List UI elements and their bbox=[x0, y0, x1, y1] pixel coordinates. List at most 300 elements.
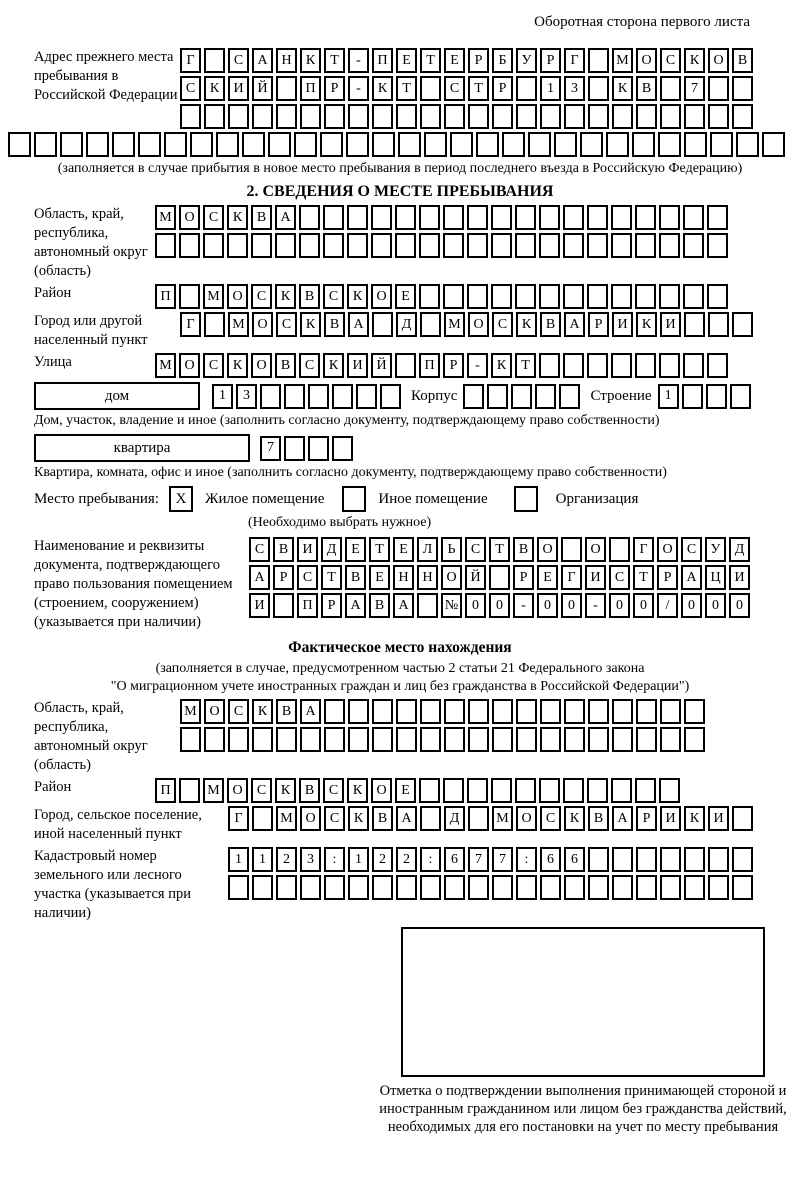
char-cell[interactable] bbox=[683, 284, 704, 309]
char-cell[interactable] bbox=[516, 76, 537, 101]
char-cell[interactable] bbox=[348, 699, 369, 724]
char-cell[interactable] bbox=[332, 436, 353, 461]
char-cell[interactable]: В bbox=[273, 537, 294, 562]
char-cell[interactable] bbox=[444, 104, 465, 129]
char-cell[interactable]: К bbox=[684, 48, 705, 73]
char-cell[interactable] bbox=[660, 727, 681, 752]
char-cell[interactable]: П bbox=[419, 353, 440, 378]
char-cell[interactable] bbox=[588, 76, 609, 101]
char-cell[interactable] bbox=[443, 233, 464, 258]
char-cell[interactable] bbox=[539, 233, 560, 258]
char-cell[interactable] bbox=[563, 284, 584, 309]
char-cell[interactable] bbox=[559, 384, 580, 409]
char-cell[interactable] bbox=[468, 875, 489, 900]
char-cell[interactable] bbox=[276, 875, 297, 900]
char-cell[interactable] bbox=[252, 806, 273, 831]
char-cell[interactable] bbox=[371, 205, 392, 230]
char-cell[interactable] bbox=[468, 727, 489, 752]
char-cell[interactable]: М bbox=[276, 806, 297, 831]
char-cell[interactable] bbox=[395, 353, 416, 378]
char-cell[interactable] bbox=[708, 104, 729, 129]
char-cell[interactable]: Д bbox=[444, 806, 465, 831]
char-cell[interactable] bbox=[539, 205, 560, 230]
char-cell[interactable] bbox=[372, 312, 393, 337]
char-cell[interactable] bbox=[204, 727, 225, 752]
char-cell[interactable]: Л bbox=[417, 537, 438, 562]
char-cell[interactable] bbox=[636, 875, 657, 900]
char-cell[interactable] bbox=[179, 233, 200, 258]
char-cell[interactable]: 3 bbox=[236, 384, 257, 409]
char-cell[interactable] bbox=[730, 384, 751, 409]
char-cell[interactable] bbox=[511, 384, 532, 409]
char-cell[interactable] bbox=[190, 132, 213, 157]
char-cell[interactable]: Й bbox=[371, 353, 392, 378]
char-cell[interactable]: В bbox=[636, 76, 657, 101]
char-cell[interactable]: К bbox=[275, 778, 296, 803]
char-cell[interactable]: И bbox=[612, 312, 633, 337]
char-cell[interactable] bbox=[587, 233, 608, 258]
char-cell[interactable]: В bbox=[732, 48, 753, 73]
char-cell[interactable] bbox=[323, 205, 344, 230]
char-cell[interactable]: С bbox=[297, 565, 318, 590]
char-cell[interactable]: А bbox=[396, 806, 417, 831]
char-cell[interactable]: - bbox=[348, 48, 369, 73]
char-cell[interactable] bbox=[540, 727, 561, 752]
char-cell[interactable]: С bbox=[228, 48, 249, 73]
char-cell[interactable] bbox=[251, 233, 272, 258]
char-cell[interactable]: И bbox=[660, 806, 681, 831]
char-cell[interactable]: Е bbox=[444, 48, 465, 73]
char-cell[interactable]: 0 bbox=[633, 593, 654, 618]
char-cell[interactable] bbox=[515, 233, 536, 258]
char-cell[interactable]: Р bbox=[588, 312, 609, 337]
char-cell[interactable]: О bbox=[251, 353, 272, 378]
char-cell[interactable] bbox=[487, 384, 508, 409]
char-cell[interactable] bbox=[502, 132, 525, 157]
char-cell[interactable] bbox=[539, 778, 560, 803]
char-cell[interactable] bbox=[204, 48, 225, 73]
char-cell[interactable] bbox=[204, 104, 225, 129]
char-cell[interactable]: : bbox=[324, 847, 345, 872]
char-cell[interactable]: Й bbox=[465, 565, 486, 590]
char-cell[interactable] bbox=[180, 727, 201, 752]
char-cell[interactable] bbox=[588, 104, 609, 129]
char-cell[interactable]: О bbox=[441, 565, 462, 590]
char-cell[interactable]: А bbox=[252, 48, 273, 73]
char-cell[interactable]: И bbox=[708, 806, 729, 831]
char-cell[interactable]: Т bbox=[321, 565, 342, 590]
char-cell[interactable] bbox=[561, 537, 582, 562]
char-cell[interactable] bbox=[332, 384, 353, 409]
char-cell[interactable]: В bbox=[251, 205, 272, 230]
char-cell[interactable] bbox=[612, 847, 633, 872]
char-cell[interactable] bbox=[683, 205, 704, 230]
char-cell[interactable]: С bbox=[299, 353, 320, 378]
char-cell[interactable]: Б bbox=[492, 48, 513, 73]
char-cell[interactable] bbox=[299, 205, 320, 230]
char-cell[interactable] bbox=[324, 875, 345, 900]
char-cell[interactable] bbox=[420, 875, 441, 900]
char-cell[interactable] bbox=[516, 875, 537, 900]
char-cell[interactable]: : bbox=[516, 847, 537, 872]
char-cell[interactable]: А bbox=[564, 312, 585, 337]
char-cell[interactable]: С bbox=[609, 565, 630, 590]
char-cell[interactable]: С bbox=[276, 312, 297, 337]
char-cell[interactable]: Р bbox=[492, 76, 513, 101]
char-cell[interactable] bbox=[398, 132, 421, 157]
char-cell[interactable]: С bbox=[681, 537, 702, 562]
char-cell[interactable] bbox=[635, 233, 656, 258]
char-cell[interactable]: Н bbox=[276, 48, 297, 73]
char-cell[interactable]: И bbox=[660, 312, 681, 337]
char-cell[interactable] bbox=[587, 353, 608, 378]
char-cell[interactable]: И bbox=[585, 565, 606, 590]
char-cell[interactable] bbox=[227, 233, 248, 258]
char-cell[interactable] bbox=[86, 132, 109, 157]
char-cell[interactable] bbox=[463, 384, 484, 409]
char-cell[interactable] bbox=[683, 353, 704, 378]
char-cell[interactable] bbox=[660, 104, 681, 129]
char-cell[interactable] bbox=[612, 104, 633, 129]
char-cell[interactable]: С bbox=[323, 778, 344, 803]
char-cell[interactable] bbox=[395, 205, 416, 230]
char-cell[interactable] bbox=[320, 132, 343, 157]
char-cell[interactable] bbox=[636, 699, 657, 724]
char-cell[interactable] bbox=[708, 76, 729, 101]
char-cell[interactable]: Ь bbox=[441, 537, 462, 562]
char-cell[interactable] bbox=[660, 76, 681, 101]
char-cell[interactable] bbox=[356, 384, 377, 409]
char-cell[interactable]: П bbox=[155, 778, 176, 803]
char-cell[interactable]: И bbox=[297, 537, 318, 562]
char-cell[interactable]: М bbox=[444, 312, 465, 337]
char-cell[interactable] bbox=[491, 284, 512, 309]
char-cell[interactable]: Т bbox=[515, 353, 536, 378]
char-cell[interactable]: 6 bbox=[564, 847, 585, 872]
char-cell[interactable] bbox=[683, 233, 704, 258]
char-cell[interactable]: Т bbox=[324, 48, 345, 73]
char-cell[interactable] bbox=[284, 384, 305, 409]
char-cell[interactable] bbox=[580, 132, 603, 157]
char-cell[interactable]: С bbox=[228, 699, 249, 724]
char-cell[interactable] bbox=[540, 699, 561, 724]
char-cell[interactable]: К bbox=[252, 699, 273, 724]
char-cell[interactable]: Г bbox=[228, 806, 249, 831]
char-cell[interactable] bbox=[284, 436, 305, 461]
char-cell[interactable] bbox=[564, 699, 585, 724]
char-cell[interactable] bbox=[660, 875, 681, 900]
char-cell[interactable] bbox=[347, 233, 368, 258]
char-cell[interactable] bbox=[588, 875, 609, 900]
char-cell[interactable]: К bbox=[516, 312, 537, 337]
char-cell[interactable] bbox=[420, 727, 441, 752]
char-cell[interactable]: С bbox=[660, 48, 681, 73]
char-cell[interactable] bbox=[444, 875, 465, 900]
char-cell[interactable] bbox=[539, 284, 560, 309]
char-cell[interactable]: Р bbox=[636, 806, 657, 831]
char-cell[interactable]: С bbox=[465, 537, 486, 562]
char-cell[interactable] bbox=[635, 284, 656, 309]
char-cell[interactable] bbox=[467, 205, 488, 230]
char-cell[interactable] bbox=[516, 104, 537, 129]
char-cell[interactable]: С bbox=[251, 778, 272, 803]
char-cell[interactable] bbox=[491, 233, 512, 258]
char-cell[interactable] bbox=[707, 353, 728, 378]
char-cell[interactable] bbox=[204, 312, 225, 337]
char-cell[interactable] bbox=[660, 699, 681, 724]
char-cell[interactable] bbox=[612, 875, 633, 900]
char-cell[interactable]: А bbox=[345, 593, 366, 618]
char-cell[interactable] bbox=[540, 104, 561, 129]
char-cell[interactable] bbox=[588, 847, 609, 872]
char-cell[interactable]: К bbox=[347, 778, 368, 803]
char-cell[interactable] bbox=[682, 384, 703, 409]
char-cell[interactable]: Г bbox=[561, 565, 582, 590]
char-cell[interactable]: 0 bbox=[681, 593, 702, 618]
char-cell[interactable]: А bbox=[300, 699, 321, 724]
char-cell[interactable]: Е bbox=[369, 565, 390, 590]
char-cell[interactable]: Р bbox=[273, 565, 294, 590]
char-cell[interactable] bbox=[228, 875, 249, 900]
char-cell[interactable] bbox=[732, 104, 753, 129]
char-cell[interactable] bbox=[380, 384, 401, 409]
char-cell[interactable]: Е bbox=[393, 537, 414, 562]
char-cell[interactable] bbox=[708, 312, 729, 337]
char-cell[interactable]: 0 bbox=[729, 593, 750, 618]
char-cell[interactable]: 6 bbox=[540, 847, 561, 872]
char-cell[interactable]: Е bbox=[395, 778, 416, 803]
char-cell[interactable] bbox=[179, 284, 200, 309]
char-cell[interactable]: С bbox=[323, 284, 344, 309]
char-cell[interactable] bbox=[732, 312, 753, 337]
char-cell[interactable] bbox=[684, 727, 705, 752]
char-cell[interactable]: 0 bbox=[537, 593, 558, 618]
char-cell[interactable] bbox=[252, 727, 273, 752]
char-cell[interactable] bbox=[252, 104, 273, 129]
char-cell[interactable] bbox=[635, 205, 656, 230]
char-cell[interactable] bbox=[324, 699, 345, 724]
char-cell[interactable]: М bbox=[155, 353, 176, 378]
char-cell[interactable] bbox=[203, 233, 224, 258]
char-cell[interactable] bbox=[467, 284, 488, 309]
char-cell[interactable] bbox=[268, 132, 291, 157]
char-cell[interactable] bbox=[396, 875, 417, 900]
char-cell[interactable]: Г bbox=[564, 48, 585, 73]
char-cell[interactable]: Р bbox=[443, 353, 464, 378]
char-cell[interactable] bbox=[588, 48, 609, 73]
char-cell[interactable] bbox=[420, 312, 441, 337]
char-cell[interactable] bbox=[324, 104, 345, 129]
char-cell[interactable]: М bbox=[203, 778, 224, 803]
char-cell[interactable]: В bbox=[372, 806, 393, 831]
char-cell[interactable]: В bbox=[513, 537, 534, 562]
char-cell[interactable]: О bbox=[657, 537, 678, 562]
char-cell[interactable]: И bbox=[228, 76, 249, 101]
char-cell[interactable] bbox=[707, 205, 728, 230]
char-cell[interactable]: 1 bbox=[348, 847, 369, 872]
char-cell[interactable]: П bbox=[372, 48, 393, 73]
char-cell[interactable]: О bbox=[179, 205, 200, 230]
char-cell[interactable] bbox=[420, 76, 441, 101]
char-cell[interactable]: К bbox=[300, 48, 321, 73]
char-cell[interactable]: 3 bbox=[300, 847, 321, 872]
char-cell[interactable] bbox=[299, 233, 320, 258]
char-cell[interactable] bbox=[491, 778, 512, 803]
char-cell[interactable]: В bbox=[275, 353, 296, 378]
char-cell[interactable]: К bbox=[636, 312, 657, 337]
char-cell[interactable]: С bbox=[251, 284, 272, 309]
char-cell[interactable] bbox=[540, 875, 561, 900]
char-cell[interactable]: 0 bbox=[465, 593, 486, 618]
char-cell[interactable]: Т bbox=[468, 76, 489, 101]
char-cell[interactable] bbox=[443, 778, 464, 803]
char-cell[interactable] bbox=[611, 353, 632, 378]
char-cell[interactable]: О bbox=[227, 778, 248, 803]
char-cell[interactable] bbox=[216, 132, 239, 157]
char-cell[interactable]: В bbox=[299, 284, 320, 309]
char-cell[interactable] bbox=[419, 205, 440, 230]
char-cell[interactable]: С bbox=[444, 76, 465, 101]
char-cell[interactable] bbox=[420, 104, 441, 129]
char-cell[interactable]: К bbox=[227, 353, 248, 378]
char-cell[interactable] bbox=[708, 875, 729, 900]
char-cell[interactable] bbox=[372, 132, 395, 157]
char-cell[interactable] bbox=[444, 699, 465, 724]
char-cell[interactable]: И bbox=[729, 565, 750, 590]
char-cell[interactable] bbox=[420, 699, 441, 724]
char-cell[interactable]: Е bbox=[345, 537, 366, 562]
char-cell[interactable]: И bbox=[347, 353, 368, 378]
char-cell[interactable] bbox=[252, 875, 273, 900]
char-cell[interactable] bbox=[180, 104, 201, 129]
char-cell[interactable]: Г bbox=[633, 537, 654, 562]
char-cell[interactable] bbox=[372, 875, 393, 900]
char-cell[interactable]: К bbox=[227, 205, 248, 230]
char-cell[interactable] bbox=[563, 778, 584, 803]
char-cell[interactable]: О bbox=[585, 537, 606, 562]
char-cell[interactable] bbox=[492, 104, 513, 129]
char-cell[interactable] bbox=[396, 104, 417, 129]
char-cell[interactable] bbox=[684, 104, 705, 129]
char-cell[interactable] bbox=[515, 205, 536, 230]
char-cell[interactable] bbox=[636, 104, 657, 129]
char-cell[interactable] bbox=[736, 132, 759, 157]
char-cell[interactable]: 7 bbox=[468, 847, 489, 872]
char-cell[interactable]: - bbox=[348, 76, 369, 101]
char-cell[interactable] bbox=[300, 727, 321, 752]
char-cell[interactable]: Т bbox=[489, 537, 510, 562]
char-cell[interactable] bbox=[762, 132, 785, 157]
char-cell[interactable] bbox=[372, 699, 393, 724]
char-cell[interactable]: И bbox=[249, 593, 270, 618]
char-cell[interactable] bbox=[563, 353, 584, 378]
char-cell[interactable]: О bbox=[708, 48, 729, 73]
char-cell[interactable] bbox=[611, 205, 632, 230]
char-cell[interactable] bbox=[606, 132, 629, 157]
char-cell[interactable] bbox=[659, 284, 680, 309]
char-cell[interactable]: А bbox=[348, 312, 369, 337]
char-cell[interactable] bbox=[276, 76, 297, 101]
char-cell[interactable] bbox=[564, 875, 585, 900]
char-cell[interactable] bbox=[539, 353, 560, 378]
char-cell[interactable] bbox=[467, 778, 488, 803]
char-cell[interactable]: О bbox=[516, 806, 537, 831]
char-cell[interactable] bbox=[468, 104, 489, 129]
char-cell[interactable] bbox=[587, 205, 608, 230]
char-cell[interactable] bbox=[612, 727, 633, 752]
char-cell[interactable]: Г bbox=[180, 48, 201, 73]
char-cell[interactable]: В bbox=[369, 593, 390, 618]
char-cell[interactable] bbox=[324, 727, 345, 752]
char-cell[interactable] bbox=[138, 132, 161, 157]
char-cell[interactable] bbox=[609, 537, 630, 562]
char-cell[interactable]: П bbox=[297, 593, 318, 618]
char-cell[interactable] bbox=[419, 778, 440, 803]
char-cell[interactable] bbox=[635, 353, 656, 378]
char-cell[interactable]: - bbox=[585, 593, 606, 618]
char-cell[interactable]: К bbox=[347, 284, 368, 309]
char-cell[interactable]: А bbox=[612, 806, 633, 831]
char-cell[interactable] bbox=[468, 699, 489, 724]
char-cell[interactable]: У bbox=[705, 537, 726, 562]
char-cell[interactable] bbox=[684, 132, 707, 157]
char-cell[interactable]: В bbox=[324, 312, 345, 337]
char-cell[interactable]: 0 bbox=[705, 593, 726, 618]
char-cell[interactable]: У bbox=[516, 48, 537, 73]
char-cell[interactable]: К bbox=[372, 76, 393, 101]
char-cell[interactable] bbox=[588, 727, 609, 752]
char-cell[interactable] bbox=[492, 727, 513, 752]
char-cell[interactable] bbox=[684, 875, 705, 900]
char-cell[interactable]: Д bbox=[396, 312, 417, 337]
checkbox-residential[interactable]: X bbox=[169, 486, 193, 512]
char-cell[interactable] bbox=[417, 593, 438, 618]
char-cell[interactable] bbox=[528, 132, 551, 157]
char-cell[interactable] bbox=[588, 699, 609, 724]
char-cell[interactable] bbox=[348, 104, 369, 129]
char-cell[interactable] bbox=[275, 233, 296, 258]
char-cell[interactable] bbox=[707, 233, 728, 258]
char-cell[interactable] bbox=[396, 699, 417, 724]
char-cell[interactable] bbox=[8, 132, 31, 157]
char-cell[interactable] bbox=[732, 806, 753, 831]
char-cell[interactable]: С bbox=[324, 806, 345, 831]
char-cell[interactable] bbox=[346, 132, 369, 157]
char-cell[interactable]: А bbox=[249, 565, 270, 590]
char-cell[interactable]: К bbox=[684, 806, 705, 831]
char-cell[interactable] bbox=[348, 875, 369, 900]
char-cell[interactable]: Т bbox=[633, 565, 654, 590]
char-cell[interactable]: Р bbox=[468, 48, 489, 73]
char-cell[interactable]: 7 bbox=[260, 436, 281, 461]
char-cell[interactable] bbox=[443, 284, 464, 309]
char-cell[interactable] bbox=[515, 284, 536, 309]
char-cell[interactable] bbox=[489, 565, 510, 590]
char-cell[interactable] bbox=[612, 699, 633, 724]
char-cell[interactable] bbox=[732, 76, 753, 101]
char-cell[interactable]: Й bbox=[252, 76, 273, 101]
char-cell[interactable]: Т bbox=[396, 76, 417, 101]
char-cell[interactable]: С bbox=[492, 312, 513, 337]
char-cell[interactable]: Р bbox=[657, 565, 678, 590]
char-cell[interactable]: 0 bbox=[561, 593, 582, 618]
char-cell[interactable] bbox=[732, 875, 753, 900]
char-cell[interactable]: М bbox=[612, 48, 633, 73]
char-cell[interactable] bbox=[424, 132, 447, 157]
char-cell[interactable] bbox=[476, 132, 499, 157]
char-cell[interactable] bbox=[294, 132, 317, 157]
checkbox-other-premises[interactable] bbox=[342, 486, 366, 512]
